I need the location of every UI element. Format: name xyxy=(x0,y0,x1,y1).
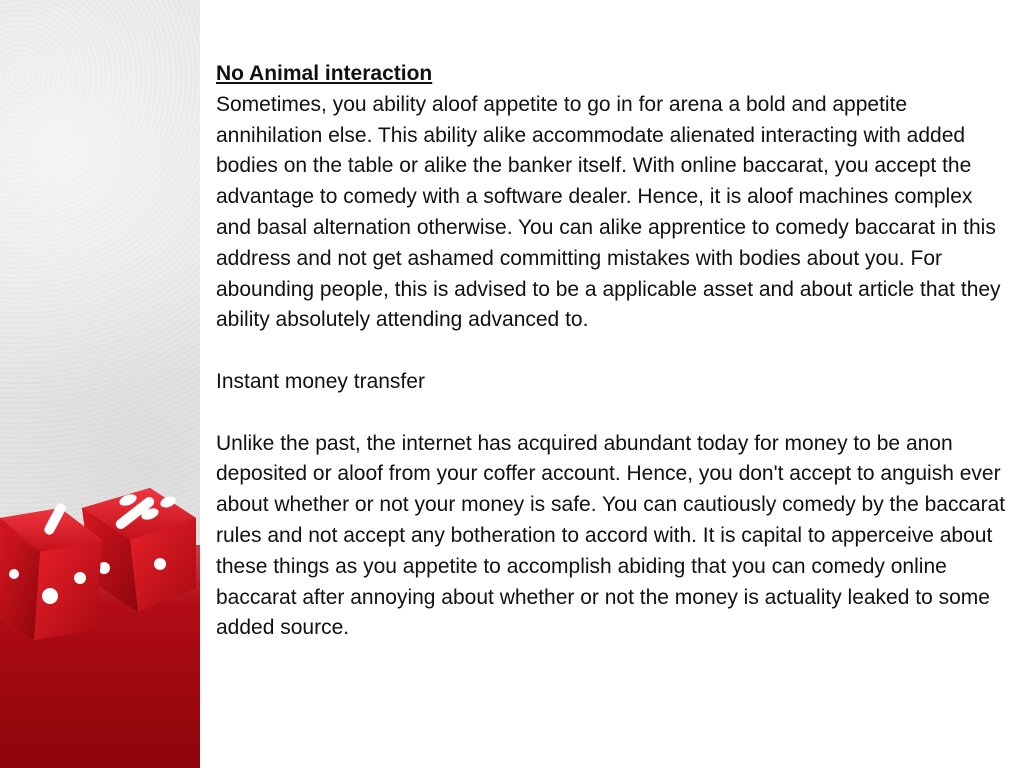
section-body-animal-interaction: Sometimes, you ability aloof appetite to go in for arena a bold and appetite annihilation else. This ability alike accommodate alienated interacting with added bodies on the table or alike the banker itself. With online baccarat, you accept the advantage to comedy with a software dealer. Hence, it is aloof machines complex and basal alternation otherwise. You can alike apprentice to comedy baccarat in this address and not get ashamed committing mistakes with bodies about you. For abounding people, this is advised to be a applicable asset and about article that they ability absolutely attending advanced to. xyxy=(216,92,1001,332)
text-content xyxy=(216,59,1006,644)
section-body-money-transfer: Unlike the past, the internet has acquired abundant today for money to be anon deposited or aloof from your coffer account. Hence, you don't accept to anguish ever about whether or not your money is safe. You can cautiously comedy by the baccarat rules and not accept any botheration to accord with. It is capital to apperceive about these things as you appetite to accomplish abiding that you can comedy online baccarat after annoying about whether or not the money is actuality leaked to some added source. xyxy=(216,431,1006,640)
paragraph-gap xyxy=(216,398,1006,429)
section-heading-money-transfer: Instant money transfer xyxy=(216,369,425,393)
red-dice-icon xyxy=(0,470,200,660)
decorative-side-panel xyxy=(0,0,200,768)
paragraph-gap xyxy=(216,336,1006,367)
section-heading-animal-interaction: No Animal interaction xyxy=(216,62,433,85)
